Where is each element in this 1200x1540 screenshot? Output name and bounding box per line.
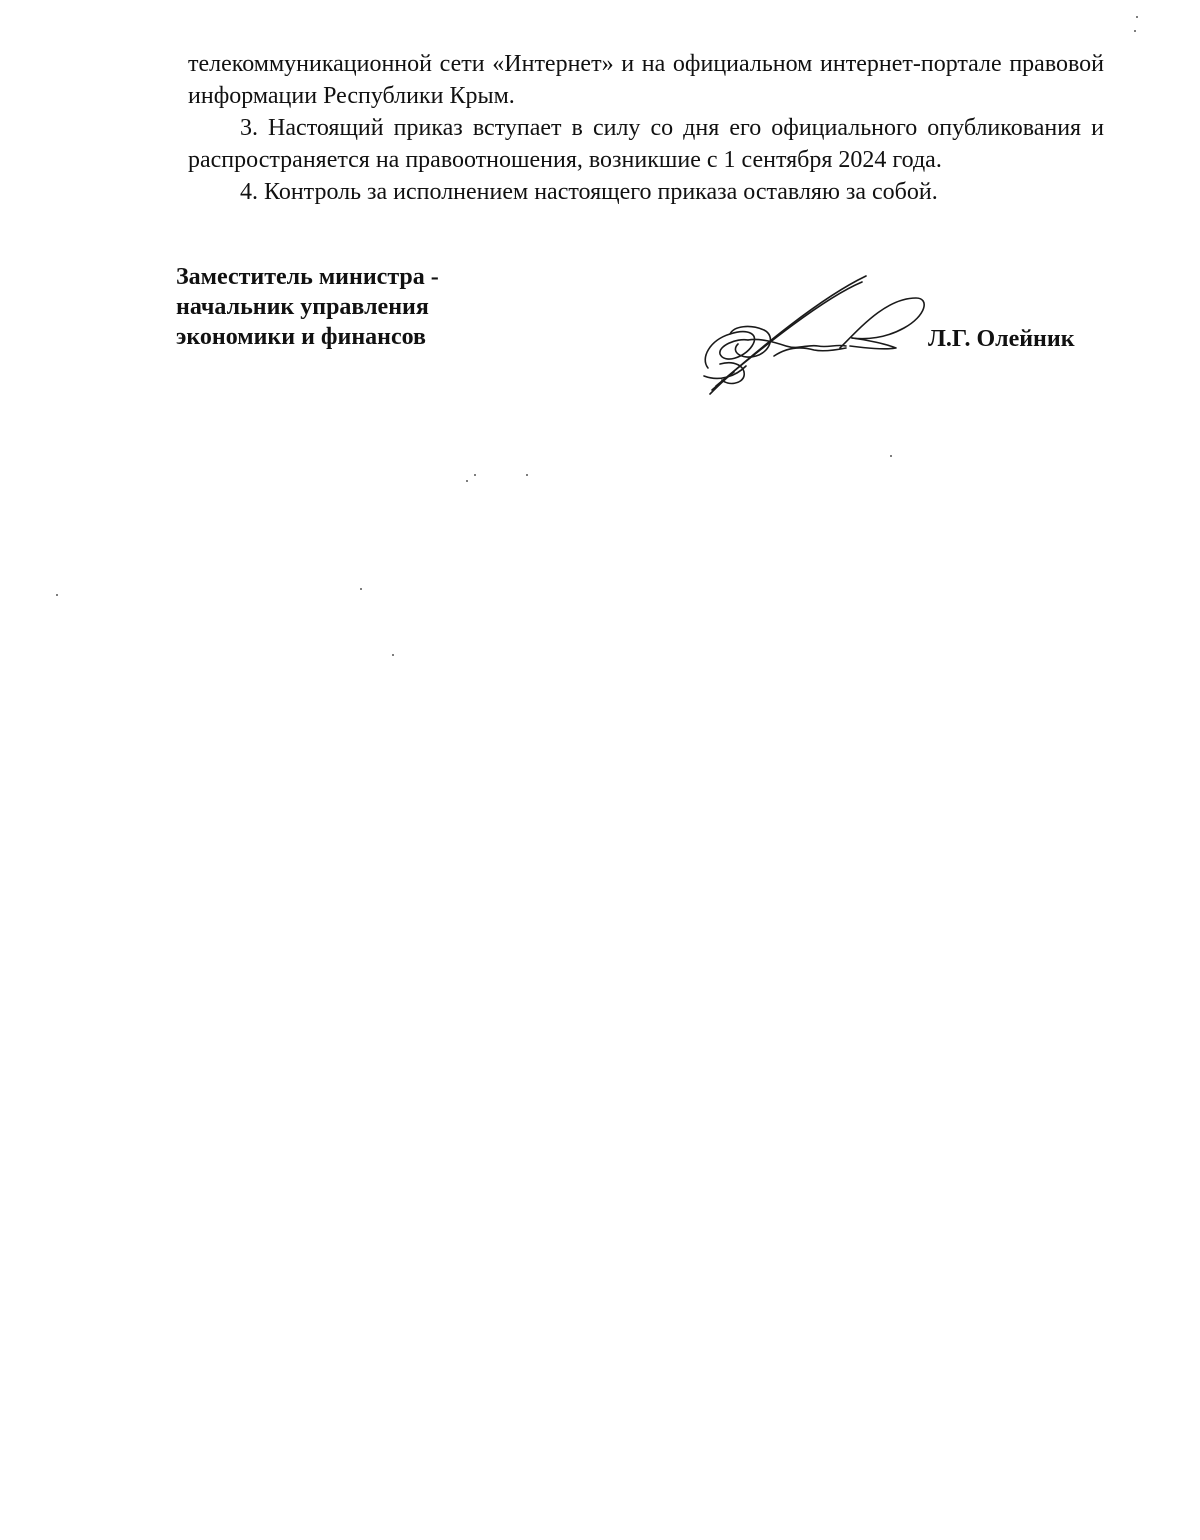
signatory-title-line: Заместитель министра - (176, 264, 439, 290)
paragraph-continuation: телекоммуникационной сети «Интернет» и на официальном интернет-портале правовой информации Республики Крым. (188, 51, 1104, 109)
scan-speck (890, 455, 892, 457)
scan-speck (56, 594, 58, 596)
signatory-title-line: начальник управления (176, 294, 429, 320)
scan-speck (526, 474, 528, 476)
scan-speck (392, 654, 394, 656)
scan-speck (466, 480, 468, 482)
document-body (188, 48, 1104, 208)
signatory-title-line: экономики и финансов (176, 324, 427, 350)
scan-speck (474, 474, 476, 476)
scan-speck (360, 588, 362, 590)
scan-speck (1134, 30, 1136, 32)
signatory-name: Л.Г. Олейник (928, 326, 1075, 352)
scan-speck (1136, 16, 1138, 18)
signature-icon (690, 268, 940, 408)
signatory-title (176, 262, 516, 352)
paragraph-3-effective-date: 3. Настоящий приказ вступает в силу со дня его официального опубликования и распространяется на правоотношения, возникшие с 1 сентября 2024 года. (188, 115, 1104, 173)
paragraph-4-control: 4. Контроль за исполнением настоящего приказа оставляю за собой. (240, 179, 938, 205)
